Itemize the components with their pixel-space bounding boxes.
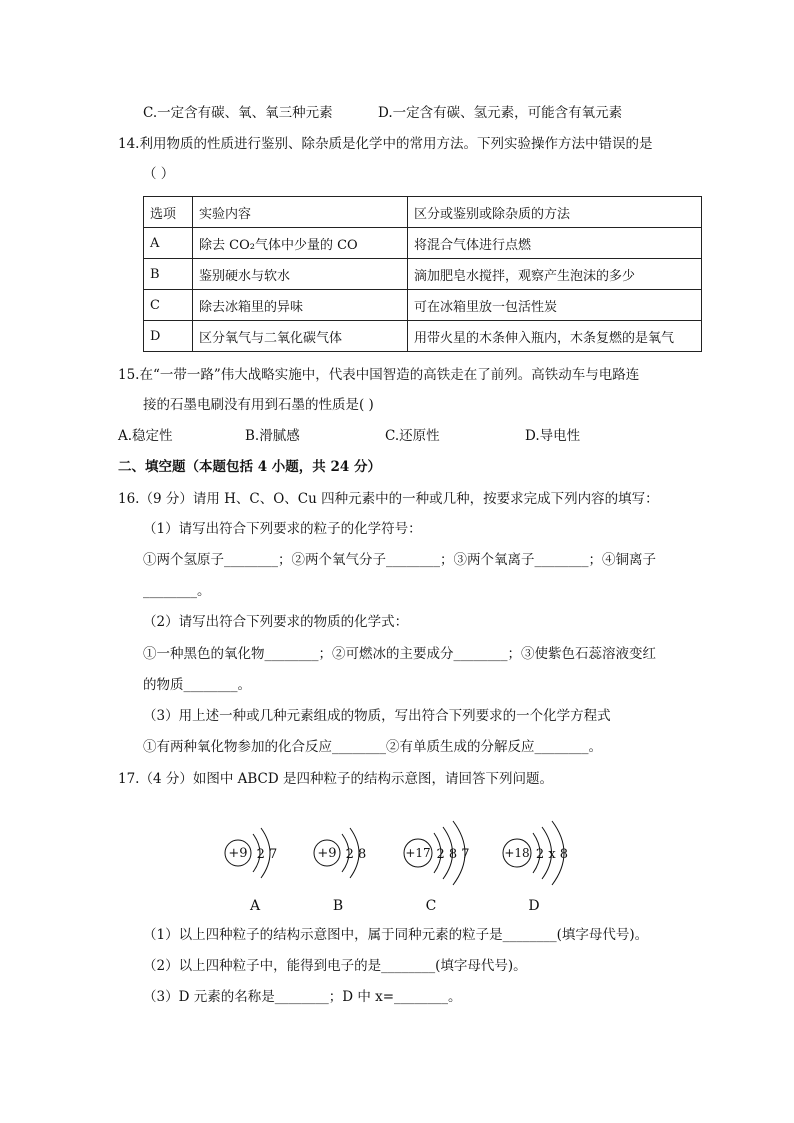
q16-part-1-tail: ________。 xyxy=(143,583,211,599)
atom-d-nucleus: +18 xyxy=(504,846,530,860)
atom-b-nucleus: +9 xyxy=(317,846,337,861)
table-cell: 区分氧气与二氧化碳气体 xyxy=(193,321,408,352)
q15-option-a: A.稳定性 xyxy=(118,428,173,444)
table-row xyxy=(144,290,702,321)
q15-line-1: 15.在“一带一路”伟大战略实施中，代表中国智造的高铁走在了前列。高铁动车与电路连 xyxy=(118,367,640,383)
table-cell: 滴加肥皂水搅拌，观察产生泡沫的多少 xyxy=(408,259,702,290)
q16-part-2-items: ①一种黑色的氧化物________；②可燃冰的主要成分________；③使紫色石蕊溶液变红 xyxy=(143,646,656,662)
table-cell: 除去冰箱里的异味 xyxy=(193,290,408,321)
q16-part-1-items: ①两个氢原子________；②两个氧气分子________；③两个氧离子________；④铜离子 xyxy=(143,552,656,568)
atom-a-shells: 2 7 xyxy=(256,847,278,862)
q17-stem: 17.（4 分）如图中 ABCD 是四种粒子的结构示意图，请回答下列问题。 xyxy=(118,771,554,787)
atom-b-label: B xyxy=(332,898,344,914)
q16-part-2-tail: 的物质________。 xyxy=(143,677,251,693)
table-cell: C xyxy=(144,290,193,321)
table-cell: 将混合气体进行点燃 xyxy=(408,228,702,259)
q16-part-3-items: ①有两种氧化物参加的化合反应________②有单质生成的分解反应________。 xyxy=(143,739,602,755)
section-heading: 二、填空题（本题包括 4 小题，共 24 分） xyxy=(118,459,381,475)
q16-part-2: （2）请写出符合下列要求的物质的化学式： xyxy=(143,614,409,630)
table-header-cell: 选项 xyxy=(144,197,193,228)
table-row xyxy=(144,228,702,259)
q16-stem: 16.（9 分）请用 H、C、O、Cu 四种元素中的一种或几种，按要求完成下列内容的填写： xyxy=(118,491,659,507)
q15-option-b: B.滑腻感 xyxy=(245,428,300,444)
table-header-cell: 区分或鉴别或除杂质的方法 xyxy=(408,197,702,228)
atom-c-label: C xyxy=(425,898,437,914)
table-cell: A xyxy=(144,228,193,259)
table-cell: B xyxy=(144,259,193,290)
q15-option-c: C.还原性 xyxy=(385,428,440,444)
q17-part-2: （2）以上四种粒子中，能得到电子的是________(填字母代号)。 xyxy=(143,958,527,974)
table-cell: 除去 CO₂气体中少量的 CO xyxy=(193,228,408,259)
table-cell: 可在冰箱里放一包活性炭 xyxy=(408,290,702,321)
q16-part-1: （1）请写出符合下列要求的粒子的化学符号： xyxy=(143,521,422,537)
q14-stem: 14.利用物质的性质进行鉴别、除杂质是化学中的常用方法。下列实验操作方法中错误的是 xyxy=(118,136,653,152)
atom-c-shells: 2 8 7 xyxy=(436,847,470,862)
q17-part-3: （3）D 元素的名称是________；D 中 x=________。 xyxy=(143,989,462,1005)
table-row xyxy=(144,321,702,352)
atom-b-shells: 2 8 xyxy=(345,847,367,862)
table-cell: 鉴别硬水与软水 xyxy=(193,259,408,290)
atom-a-label: A xyxy=(249,898,261,914)
q17-part-1: （1）以上四种粒子的结构示意图中，属于同种元素的粒子是________(填字母代号)。 xyxy=(143,927,649,943)
q14-options-table xyxy=(143,196,702,352)
table-header-cell: 实验内容 xyxy=(193,197,408,228)
atom-d-label: D xyxy=(528,898,540,914)
table-cell: 用带火星的木条伸入瓶内，木条复燃的是氧气 xyxy=(408,321,702,352)
q15-line-2: 接的石墨电刷没有用到石墨的性质是( ) xyxy=(143,397,374,413)
atom-c-nucleus: +17 xyxy=(405,846,431,860)
q14-answer-paren: （ ） xyxy=(143,166,175,182)
table-row xyxy=(144,259,702,290)
q13-option-d: D.一定含有碳、氢元素，可能含有氧元素 xyxy=(378,105,623,121)
atom-a-nucleus: +9 xyxy=(228,846,248,861)
atom-structure-diagram xyxy=(215,812,585,922)
q13-option-c: C.一定含有碳、氧、氧三种元素 xyxy=(143,105,333,121)
atom-d-shells: 2 x 8 xyxy=(535,847,569,862)
q16-part-3: （3）用上述一种或几种元素组成的物质，写出符合下列要求的一个化学方程式 xyxy=(143,708,611,724)
q15-option-d: D.导电性 xyxy=(525,428,581,444)
table-header-row xyxy=(144,197,702,228)
table-cell: D xyxy=(144,321,193,352)
